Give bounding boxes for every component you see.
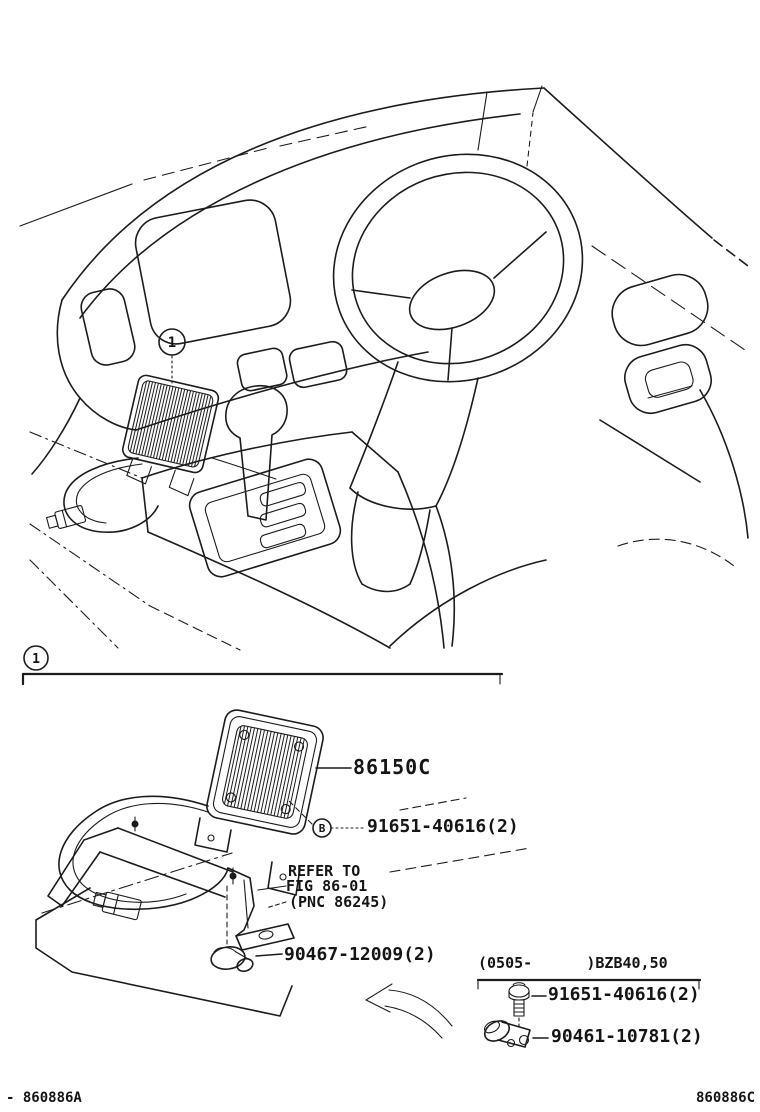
part-label-clip: 90467-12009(2) bbox=[284, 944, 436, 965]
footer-code-left: - 860886A bbox=[6, 1090, 82, 1106]
shift-gate bbox=[186, 456, 344, 581]
part-label-screw-b: 91651-40616(2) bbox=[367, 816, 519, 837]
part-label-speaker: 86150C bbox=[353, 755, 432, 779]
inset-header: (0505- )BZB40,50 bbox=[478, 954, 668, 972]
direction-arrow bbox=[366, 984, 452, 1038]
inset-clamp-label: 90461-10781(2) bbox=[551, 1026, 703, 1047]
inset-clamp-icon bbox=[481, 1017, 548, 1047]
callout-1-number: 1 bbox=[167, 335, 177, 351]
instrument-cluster bbox=[78, 196, 348, 393]
floor-panel bbox=[36, 853, 292, 1016]
detail-speaker-feet bbox=[195, 818, 300, 895]
refer-to-line1: REFER TO bbox=[288, 862, 361, 880]
inset-bolt-label: 91651-40616(2) bbox=[548, 984, 700, 1005]
wire-harness bbox=[59, 796, 228, 920]
detail-speaker bbox=[205, 708, 326, 836]
glove-box-door bbox=[592, 246, 748, 566]
speaker-in-scene bbox=[46, 329, 276, 532]
refer-to-line3: (PNC 86245) bbox=[289, 893, 389, 911]
main-illustration bbox=[20, 86, 748, 650]
clip-icon bbox=[210, 886, 255, 973]
wire-connector bbox=[46, 505, 86, 531]
mounting-bracket bbox=[48, 817, 294, 950]
inset-bolt-icon bbox=[509, 983, 546, 1030]
dashboard-outline bbox=[20, 86, 748, 474]
steering-wheel bbox=[301, 120, 614, 592]
center-console bbox=[30, 386, 444, 650]
footer-code-right: 860886C bbox=[696, 1090, 756, 1106]
detail-callout-number: 1 bbox=[32, 652, 40, 667]
refer-to-line2: FIG 86-01 bbox=[286, 877, 368, 895]
bolt-marker-letter: B bbox=[318, 822, 326, 835]
